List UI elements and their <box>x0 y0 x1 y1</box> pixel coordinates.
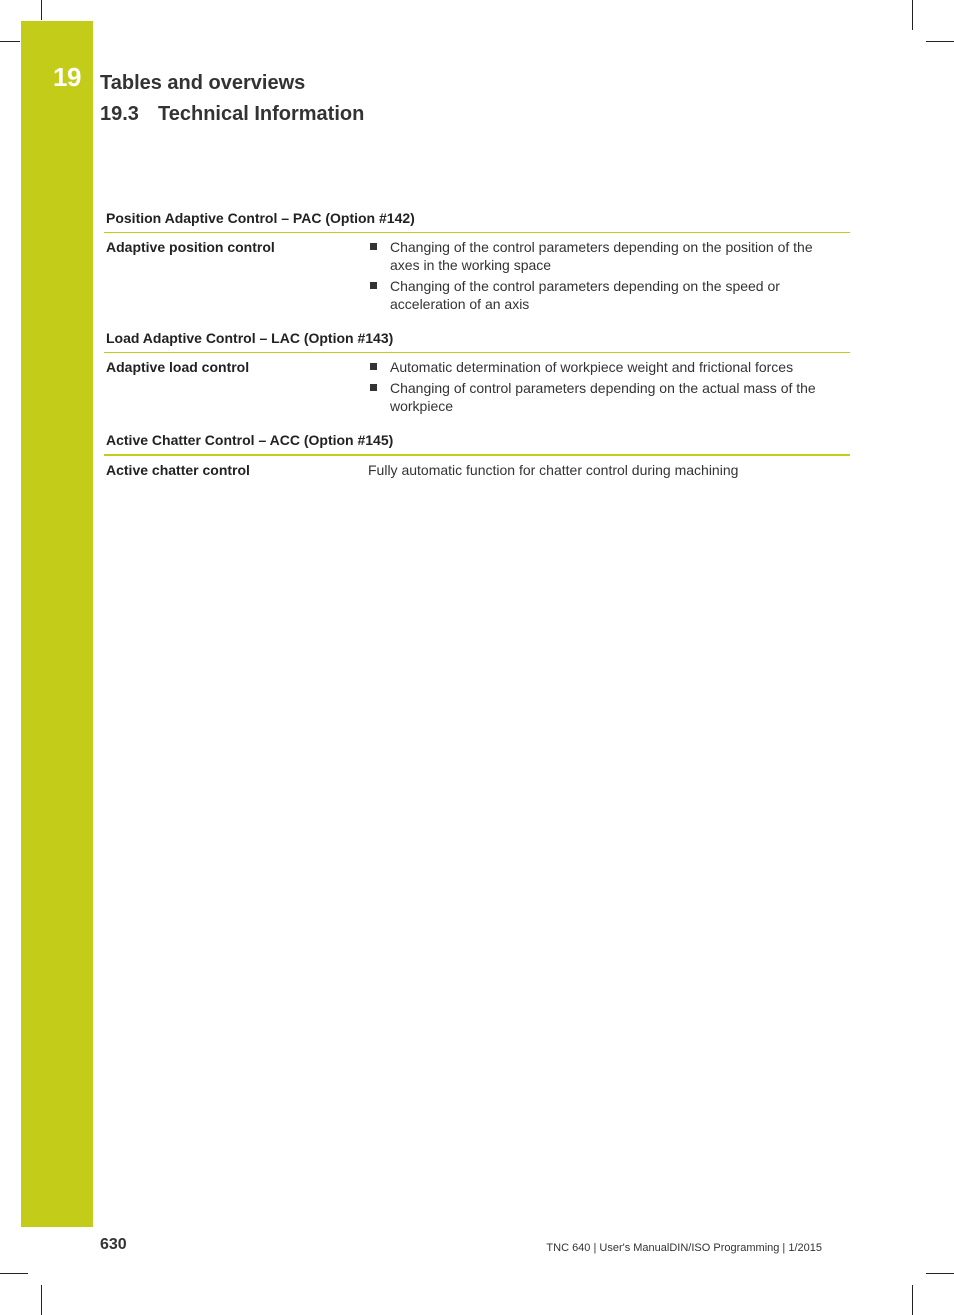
chapter-number: 19 <box>53 62 81 92</box>
square-bullet-icon <box>370 384 377 391</box>
group-heading-pac: Position Adaptive Control – PAC (Option #142) <box>104 210 850 233</box>
group-heading-acc: Active Chatter Control – ACC (Option #145) <box>104 432 850 456</box>
table-row <box>104 353 850 418</box>
crop-mark <box>926 1273 954 1274</box>
table-row <box>104 456 850 479</box>
row-value: Fully automatic function for chatter control during machining <box>368 462 739 478</box>
crop-mark <box>41 0 42 20</box>
crop-mark <box>912 1285 913 1315</box>
list-item <box>368 238 828 274</box>
section-title <box>100 103 364 126</box>
row-label: Active chatter control <box>106 462 250 478</box>
square-bullet-icon <box>370 363 377 370</box>
list-item <box>368 379 828 415</box>
list-item-text: Changing of the control parameters depending on the speed or acceleration of an axis <box>390 278 780 312</box>
row-label: Adaptive position control <box>106 239 275 255</box>
square-bullet-icon <box>370 282 377 289</box>
technical-info-table <box>104 210 850 479</box>
row-label: Adaptive load control <box>106 359 250 375</box>
crop-mark <box>0 1273 28 1274</box>
list-item-text: Changing of the control parameters depending on the position of the axes in the working space <box>390 239 813 273</box>
list-item-text: Automatic determination of workpiece weight and frictional forces <box>390 359 794 375</box>
group-heading-lac: Load Adaptive Control – LAC (Option #143) <box>104 330 850 353</box>
footer-text: TNC 640 | User's ManualDIN/ISO Programming | 1/2015 <box>546 1242 822 1254</box>
row-value <box>368 238 828 316</box>
square-bullet-icon <box>370 243 377 250</box>
section-name: Technical Information <box>158 103 365 125</box>
list-item <box>368 277 828 313</box>
section-number: 19.3 <box>100 103 139 125</box>
row-value <box>368 358 828 418</box>
crop-mark <box>912 0 913 30</box>
table-row <box>104 233 850 316</box>
list-item-text: Changing of control parameters depending on the actual mass of the workpiece <box>390 380 816 414</box>
list-item <box>368 358 828 376</box>
crop-mark <box>41 1285 42 1315</box>
chapter-side-bar <box>21 21 93 1227</box>
chapter-title: Tables and overviews <box>100 72 306 94</box>
crop-mark <box>0 41 20 42</box>
page-number: 630 <box>100 1236 127 1253</box>
crop-mark <box>926 41 954 42</box>
